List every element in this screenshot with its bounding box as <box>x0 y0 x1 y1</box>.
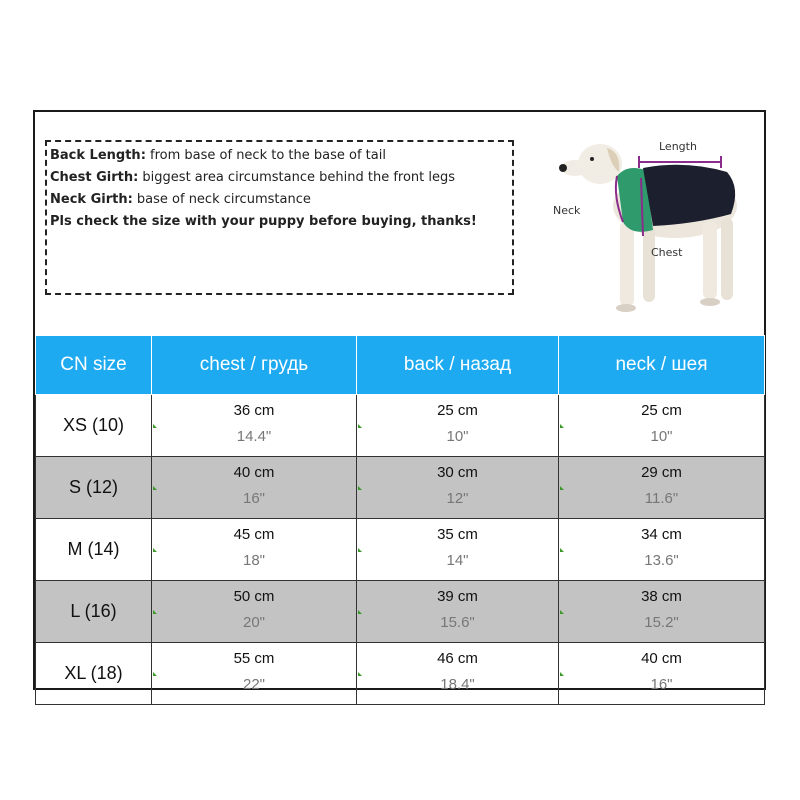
check-size-note: Pls check the size with your puppy before buying, thanks! <box>50 214 477 229</box>
chest-cell: 45 cm 18" <box>152 519 357 581</box>
size-cell: XL (18) <box>36 643 152 705</box>
header-neck: neck / шея <box>559 336 765 395</box>
length-label: Length <box>659 140 697 153</box>
table-row <box>36 457 765 519</box>
neck-girth-line: Neck Girth: base of neck circumstance <box>50 192 311 207</box>
chest-girth-line: Chest Girth: biggest area circumstance behind the front legs <box>50 170 456 185</box>
header-chest: chest / грудь <box>152 336 357 395</box>
table-header-row <box>36 336 765 395</box>
measurement-instructions <box>50 145 477 233</box>
chest-cell: 40 cm 16" <box>152 457 357 519</box>
length-measure <box>639 140 721 168</box>
back-cell: 25 cm 10" <box>357 395 559 457</box>
neck-cell: 29 cm 11.6" <box>559 457 765 519</box>
back-cell: 39 cm 15.6" <box>357 581 559 643</box>
chest-label: Chest <box>651 246 683 259</box>
size-cell: XS (10) <box>36 395 152 457</box>
neck-cell: 40 cm 16" <box>559 643 765 705</box>
table-row <box>36 519 765 581</box>
size-cell: L (16) <box>36 581 152 643</box>
table-row <box>36 643 765 705</box>
chest-cell: 36 cm 14.4" <box>152 395 357 457</box>
back-cell: 35 cm 14" <box>357 519 559 581</box>
dog-measurement-diagram <box>535 126 765 336</box>
back-cell: 30 cm 12" <box>357 457 559 519</box>
neck-cell: 38 cm 15.2" <box>559 581 765 643</box>
chest-cell: 55 cm 22" <box>152 643 357 705</box>
size-table <box>35 335 765 705</box>
chest-cell: 50 cm 20" <box>152 581 357 643</box>
header-cn-size: CN size <box>36 336 152 395</box>
size-chart-frame <box>33 110 766 693</box>
size-cell: S (12) <box>36 457 152 519</box>
header-back: back / назад <box>357 336 559 395</box>
back-length-line: Back Length: from base of neck to the base of tail <box>50 148 386 163</box>
table-row <box>36 581 765 643</box>
neck-label: Neck <box>553 204 581 217</box>
back-cell: 46 cm 18.4" <box>357 643 559 705</box>
neck-cell: 25 cm 10" <box>559 395 765 457</box>
table-row <box>36 395 765 457</box>
neck-cell: 34 cm 13.6" <box>559 519 765 581</box>
size-cell: M (14) <box>36 519 152 581</box>
